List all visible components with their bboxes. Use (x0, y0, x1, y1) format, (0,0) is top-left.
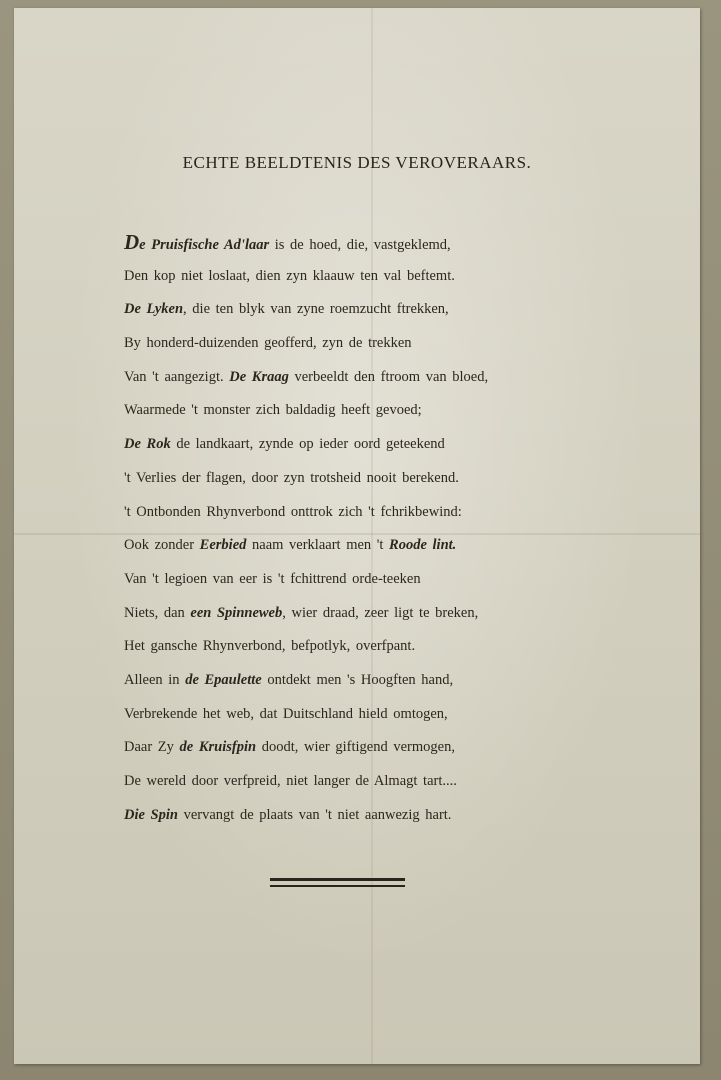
poem-text: verbeeldt den ftroom van bloed, (288, 368, 489, 385)
poem-emphasis: e Pruisfische Ad'laar (139, 237, 270, 253)
poem-text: Daar Zy (124, 739, 180, 756)
poem-text: 't Verlies der flagen, door zyn trotsheid nooit berekend. (124, 469, 459, 486)
poem-text: 't Ontbonden Rhynverbond onttrok zich 't fchrikbewind: (124, 503, 462, 520)
paper-sheet (14, 8, 700, 1064)
poem-emphasis: de Epaulette (185, 671, 262, 688)
poem-line (124, 529, 684, 563)
ornamental-rule-thin (270, 885, 405, 887)
poem-text: Van 't legioen van eer is 't fchittrend orde-teeken (124, 570, 421, 587)
poem-text: Het gansche Rhynverbond, befpotlyk, overfpant. (124, 638, 416, 655)
poem-line (124, 799, 684, 833)
poem-emphasis: De Rok (124, 436, 171, 453)
poem-emphasis: Roode lint. (389, 537, 457, 554)
document-title: ECHTE BEELDTENIS DES VEROVERAARS. (182, 153, 532, 172)
poem-line (124, 260, 684, 294)
poem-emphasis: De Kraag (229, 368, 289, 385)
poem-text: Van 't aangezigt. (124, 368, 230, 385)
poem-text: Verbrekende het web, dat Duitschland hield omtogen, (124, 705, 448, 722)
poem-emphasis: Die Spin (124, 806, 178, 823)
poem-body (124, 226, 684, 832)
poem-line (124, 664, 684, 698)
poem-line (124, 765, 684, 799)
poem-emphasis: Eerbied (199, 537, 247, 554)
poem-text: naam verklaart men 't (246, 537, 390, 554)
poem-line (124, 731, 684, 765)
poem-text: de landkaart, zynde op ieder oord geteekend (170, 436, 445, 453)
poem-line (124, 597, 684, 631)
poem-line (124, 394, 684, 428)
poem-text: By honderd-duizenden geofferd, zyn de trekken (124, 335, 412, 352)
poem-text: , wier draad, zeer ligt te breken, (282, 604, 479, 621)
poem-emphasis: een Spinneweb (190, 604, 283, 621)
poem-line (124, 226, 684, 260)
poem-text: Alleen in (124, 671, 186, 688)
poem-line (124, 293, 684, 327)
poem-text: Ook zonder (124, 537, 200, 554)
poem-line (124, 462, 684, 496)
poem-line (124, 428, 684, 462)
poem-line (124, 563, 684, 597)
poem-line (124, 327, 684, 361)
poem-emphasis: De Lyken (124, 301, 184, 318)
poem-line (124, 361, 684, 395)
poem-text: Den kop niet loslaat, dien zyn klaauw ten val beftemt. (124, 267, 455, 284)
poem-text: vervangt de plaats van 't niet aanwezig hart. (177, 806, 452, 823)
poem-text: ontdekt men 's Hoogften hand, (261, 671, 454, 688)
poem-line (124, 496, 684, 530)
ornamental-rule-thick (270, 878, 405, 881)
poem-line (124, 630, 684, 664)
poem-line (124, 698, 684, 732)
poem-text: is de hoed, die, vastgeklemd, (269, 237, 451, 253)
poem-emphasis: de Kruisfpin (179, 739, 257, 756)
poem-text: Waarmede 't monster zich baldadig heeft gevoed; (124, 402, 422, 419)
poem-text: , die ten blyk van zyne roemzucht ftrekken, (183, 301, 449, 318)
poem-text: doodt, wier giftigend vermogen, (256, 739, 455, 756)
poem-text: De wereld door verfpreid, niet langer de Almagt tart.... (124, 773, 457, 789)
poem-dropcap: D (124, 230, 140, 254)
poem-text: Niets, dan (124, 604, 191, 621)
